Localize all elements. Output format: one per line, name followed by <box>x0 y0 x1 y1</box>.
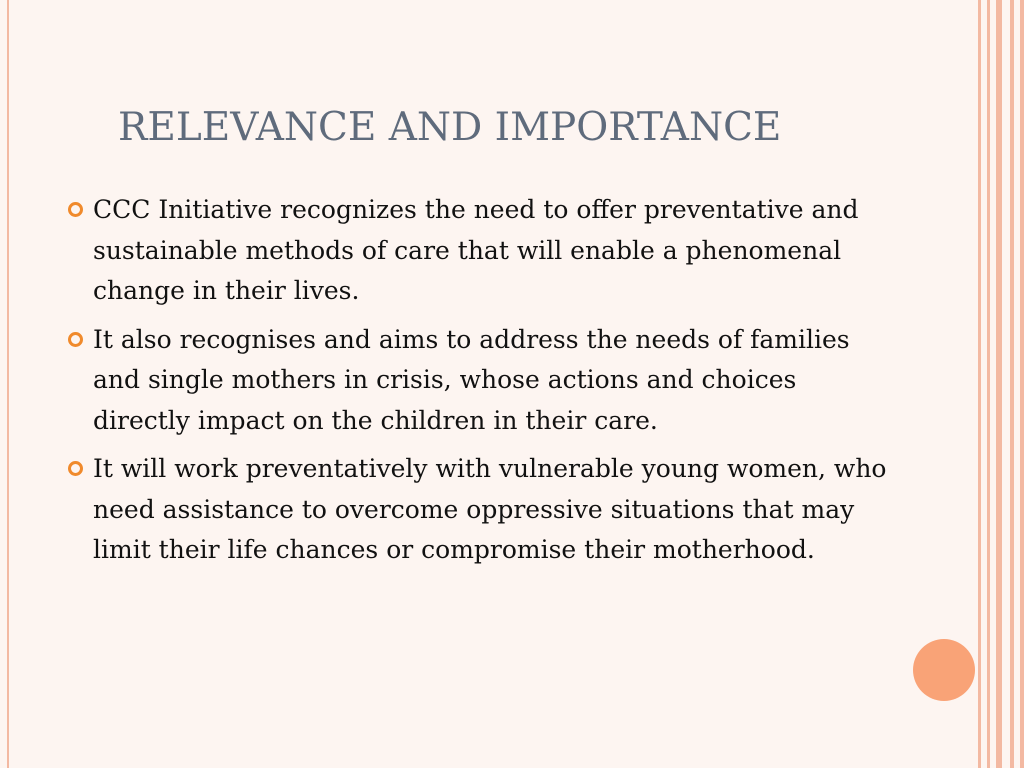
right-decorative-stripe <box>978 0 981 768</box>
right-decorative-stripe <box>987 0 990 768</box>
bullet-item <box>68 449 898 571</box>
decorative-circle <box>913 639 975 701</box>
bullet-circle-icon <box>68 202 83 217</box>
bullet-circle-icon <box>68 332 83 347</box>
right-decorative-stripe <box>996 0 1002 768</box>
right-decorative-stripe <box>1010 0 1014 768</box>
right-decorative-stripe <box>1020 0 1024 768</box>
left-border-line <box>7 0 9 768</box>
bullet-list <box>68 190 898 579</box>
bullet-text: It also recognises and aims to address the needs of families and single mothers in crisis, whose actions and choices directly impact on the children in their care. <box>93 324 850 435</box>
bullet-item <box>68 190 898 312</box>
bullet-item <box>68 320 898 442</box>
bullet-circle-icon <box>68 461 83 476</box>
bullet-text: CCC Initiative recognizes the need to offer preventative and sustainable methods of care that will enable a phenomenal change in their lives. <box>93 195 859 305</box>
bullet-text: It will work preventatively with vulnerable young women, who need assistance to overcome oppressive situations that may limit their life chances or compromise their motherhood. <box>93 454 887 564</box>
slide-title: RELEVANCE AND IMPORTANCE <box>118 105 782 150</box>
